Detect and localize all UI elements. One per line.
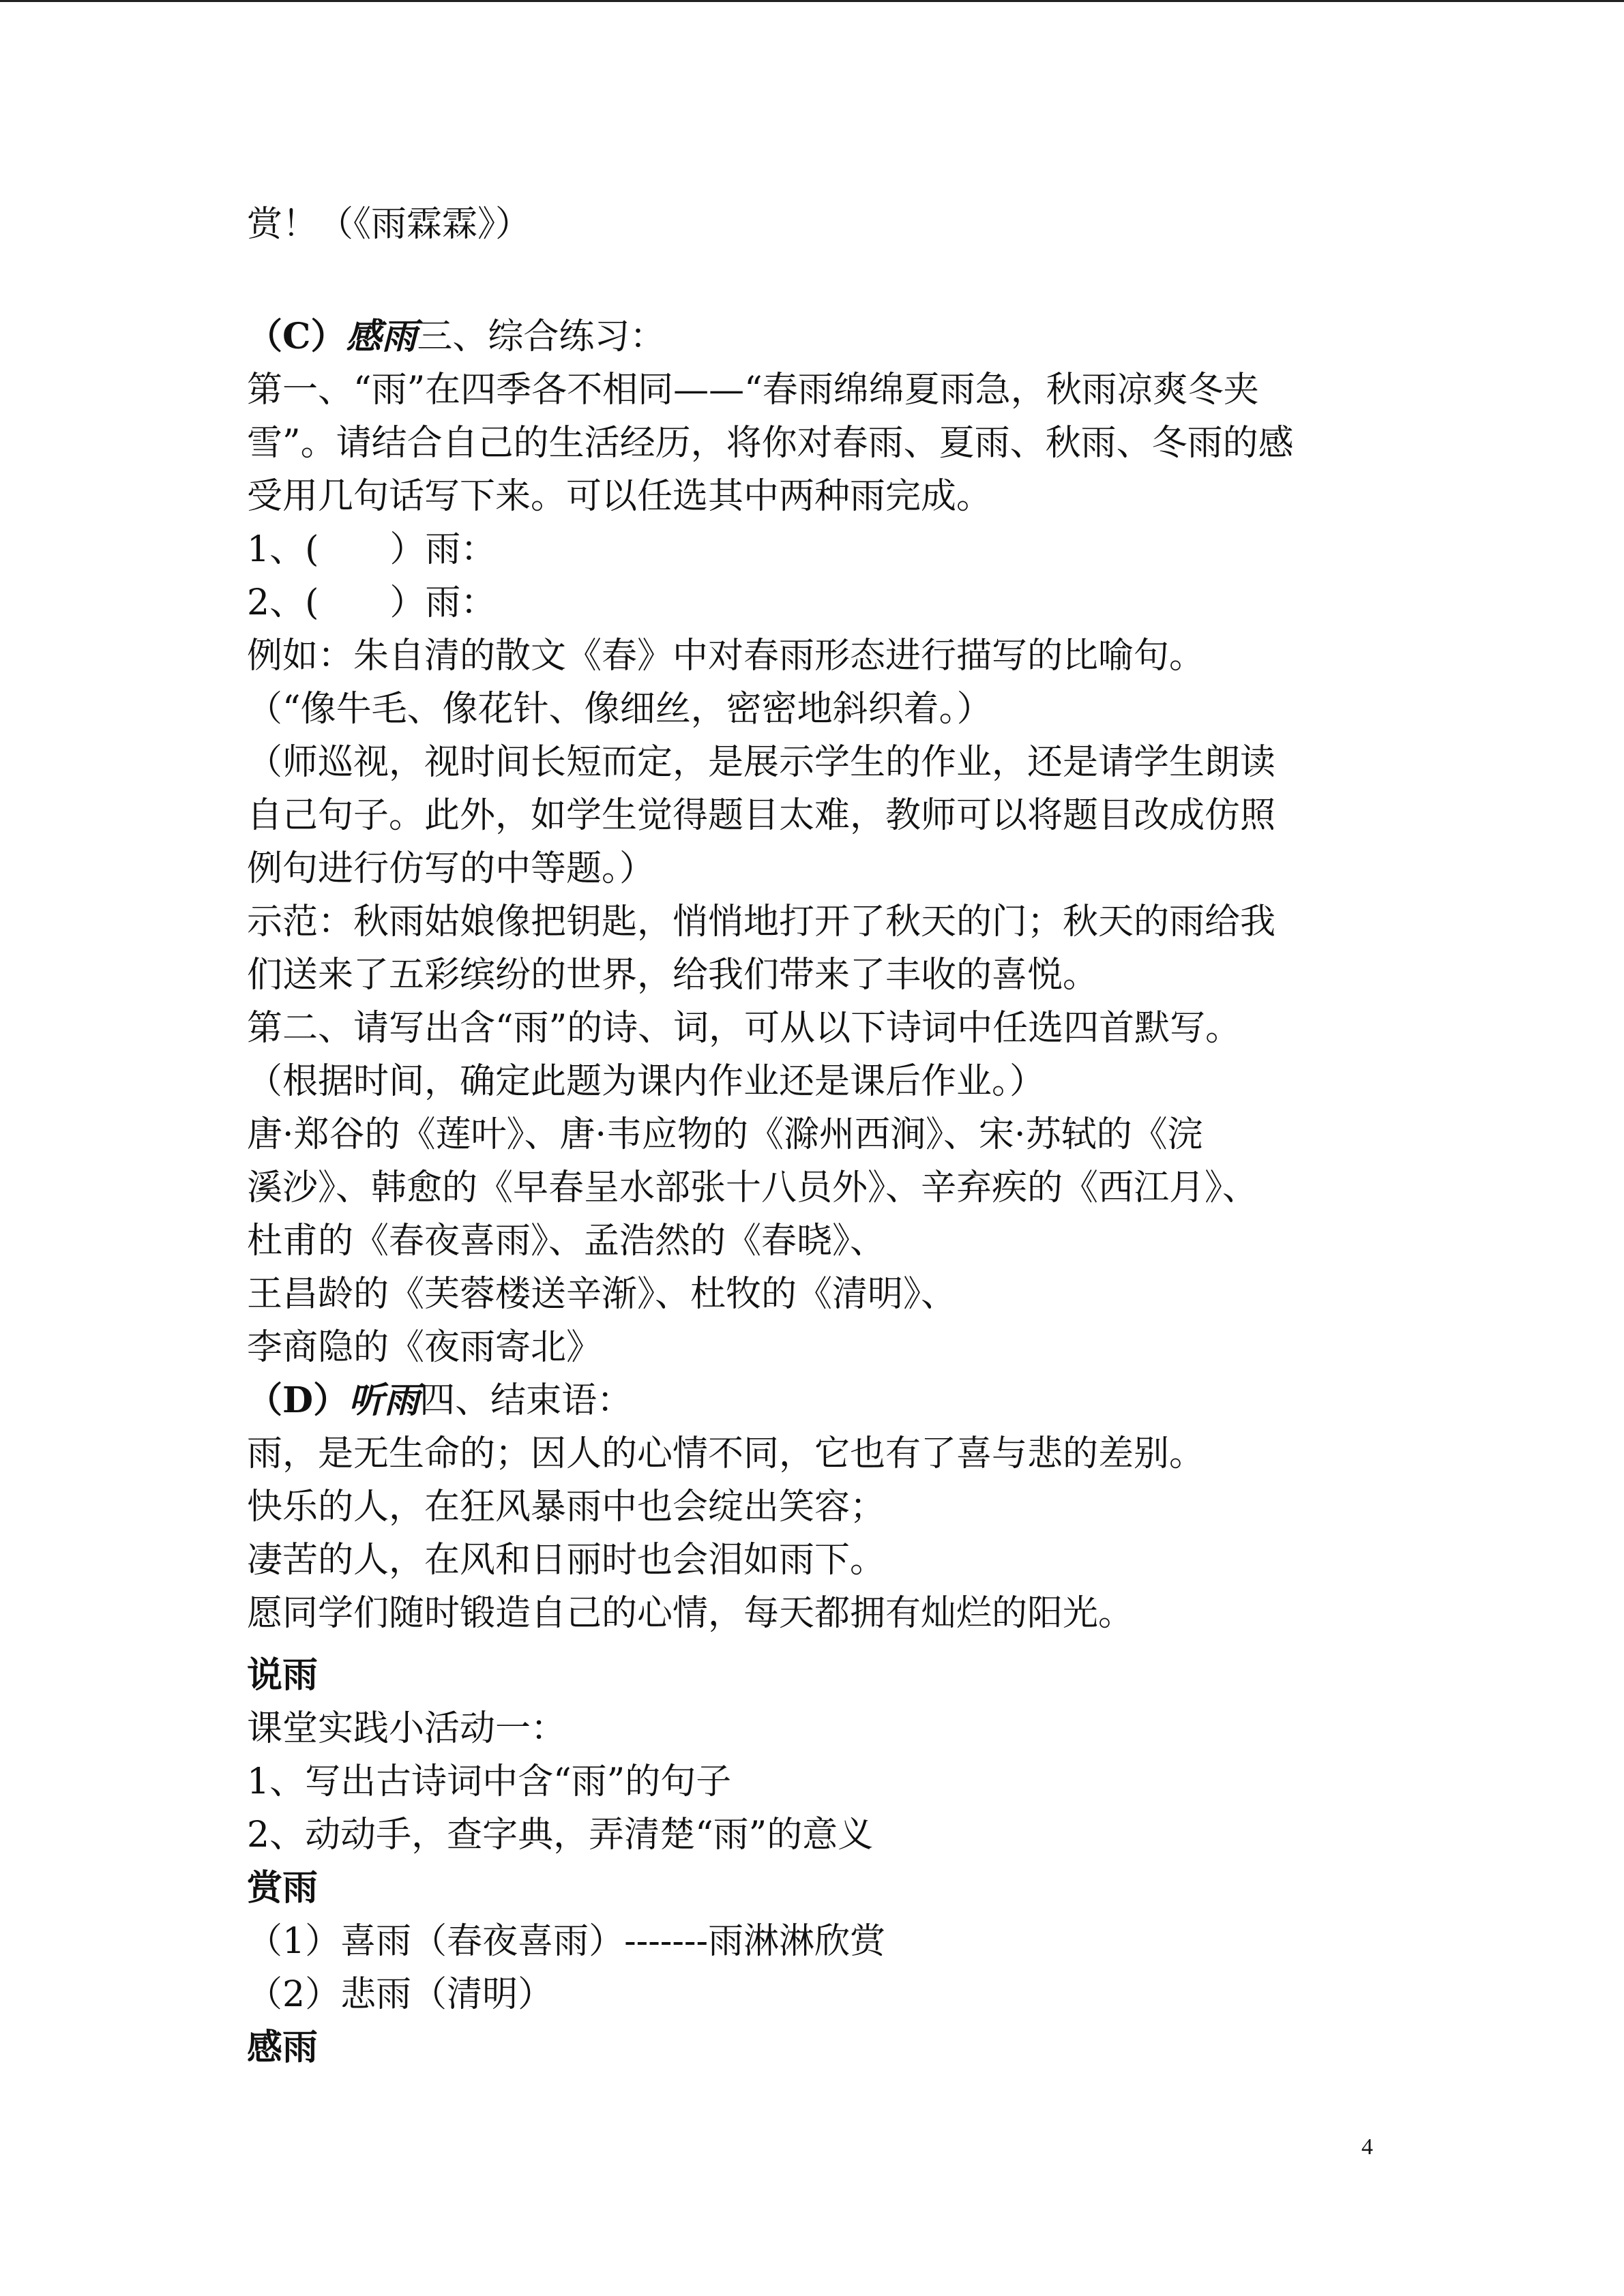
text-line: 李商隐的《夜雨寄北》: [247, 1327, 602, 1368]
continuation-block: [247, 198, 1372, 251]
section-c-brush-label: 感雨: [346, 316, 417, 357]
page-number: 4: [1361, 2134, 1373, 2160]
section-c-prefix: （C）: [247, 316, 346, 357]
text-line: 雪”。请结合自己的生活经历，将你对春雨、夏雨、秋雨、冬雨的感: [247, 423, 1294, 464]
text-line: （1）喜雨（春夜喜雨）-------雨淋淋欣赏: [247, 1921, 886, 1962]
text-line: 杜甫的《春夜喜雨》、孟浩然的《春晓》、: [247, 1221, 886, 1262]
section-d-brush-label: 听雨: [349, 1380, 420, 1421]
text-line: 凄苦的人，在风和日丽时也会泪如雨下。: [247, 1540, 886, 1581]
text-line: 例句进行仿写的中等题。）: [247, 848, 655, 889]
text-line: 1、写出古诗词中含“雨”的句子: [247, 1761, 732, 1802]
section-c-d-block: [247, 310, 1372, 1640]
text-line: 唐·郑谷的《莲叶》、唐·韦应物的《滁州西涧》、宋·苏轼的《浣: [247, 1114, 1203, 1155]
text-line: 示范：秋雨姑娘像把钥匙，悄悄地打开了秋天的门；秋天的雨给我: [247, 901, 1276, 942]
text-line: 第二、请写出含“雨”的诗、词，可从以下诗词中任选四首默写。: [247, 1008, 1241, 1049]
text-line: （“像牛毛、像花针、像细丝，密密地斜织着。）: [247, 689, 992, 730]
top-border: [0, 0, 1624, 2]
section-c-title: 三、综合练习：: [417, 316, 666, 357]
text-line: 溪沙》、韩愈的《早春呈水部张十八员外》、辛弃疾的《西江月》、: [247, 1167, 1258, 1208]
section-d-prefix: （D）: [247, 1380, 349, 1421]
text-line: （师巡视，视时间长短而定，是展示学生的作业，还是请学生朗读: [247, 742, 1276, 783]
section-c-heading: [247, 310, 1372, 363]
text-line: 快乐的人，在狂风暴雨中也会绽出笑容；: [247, 1487, 886, 1527]
continuation-line: 赏！（《雨霖霖》）: [247, 204, 531, 245]
text-line: 王昌龄的《芙蓉楼送辛渐》、杜牧的《清明》、: [247, 1274, 957, 1315]
text-line: 例如：朱自清的散文《春》中对春雨形态进行描写的比喻句。: [247, 636, 1205, 676]
text-line: 课堂实践小活动一：: [247, 1708, 567, 1749]
summary-block: [247, 1649, 1372, 2074]
text-line: 受用几句话写下来。可以任选其中两种雨完成。: [247, 476, 992, 517]
text-line: （2）悲雨（清明）: [247, 1974, 554, 2015]
text-line: 1、( ）雨：: [247, 529, 497, 570]
text-line: （根据时间，确定此题为课内作业还是课后作业。）: [247, 1061, 1046, 1102]
text-line: 2、( ）雨：: [247, 582, 497, 623]
text-line: 2、动动手，查字典，弄清楚“雨”的意义: [247, 1815, 874, 1855]
text-line: 们送来了五彩缤纷的世界，给我们带来了丰收的喜悦。: [247, 955, 1099, 996]
summary-heading-gan-yu: 感雨: [247, 2027, 319, 2068]
summary-heading-shang-yu: 赏雨: [247, 1868, 319, 1909]
text-line: 愿同学们随时锻造自己的心情，每天都拥有灿烂的阳光。: [247, 1593, 1134, 1634]
text-line: 雨，是无生命的；因人的心情不同，它也有了喜与悲的差别。: [247, 1433, 1205, 1474]
section-d-heading: [247, 1374, 1372, 1427]
section-d-title: 四、结束语：: [419, 1380, 633, 1421]
text-line: 第一、“雨”在四季各不相同——“春雨绵绵夏雨急，秋雨凉爽冬夹: [247, 370, 1259, 411]
text-line: 自己句子。此外，如学生觉得题目太难，教师可以将题目改成仿照: [247, 795, 1276, 836]
summary-heading-shuo-yu: 说雨: [247, 1655, 319, 1696]
